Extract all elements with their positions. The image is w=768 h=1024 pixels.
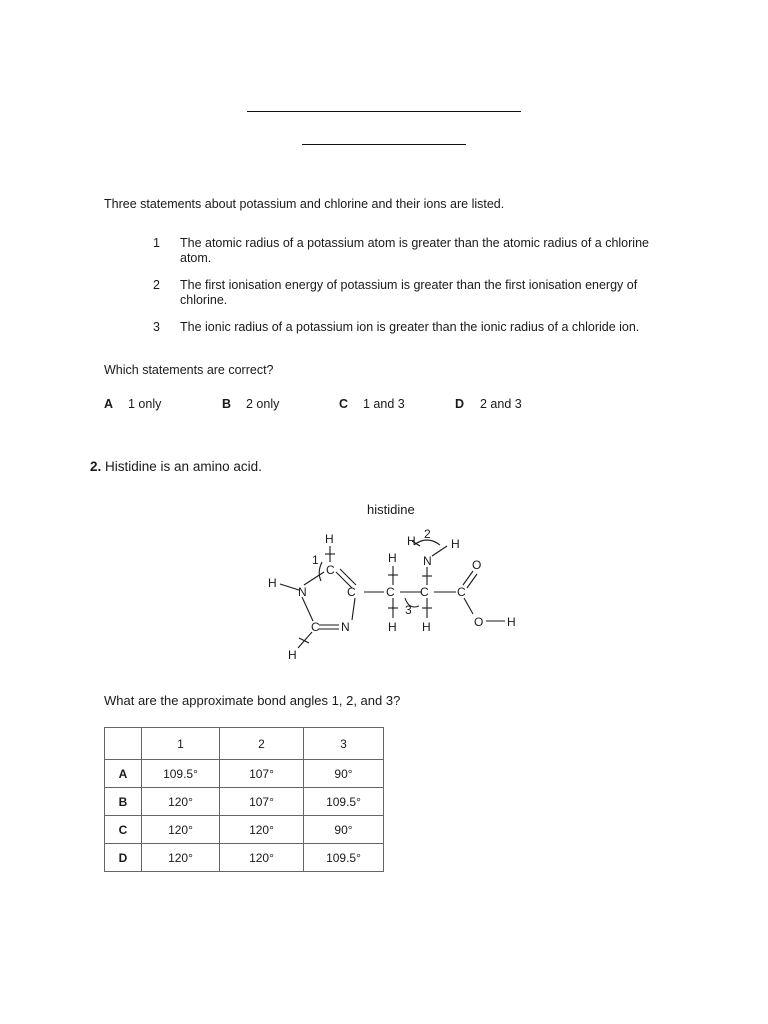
q2-number: 2. [90,459,102,474]
svg-text:H: H [268,576,277,590]
angle-cell: 120° [220,816,304,844]
angle-cell: 107° [220,760,304,788]
q2-prompt [90,459,262,474]
structure-title: histidine [367,502,415,517]
option-d-text: 2 and 3 [480,397,522,411]
row-letter: D [105,844,142,872]
svg-text:N: N [341,620,350,634]
statement-1-text: The atomic radius of a potassium atom is greater than the atomic radius of a chlorine atom. [180,236,649,265]
statement-1-number: 1 [153,236,160,250]
option-c-letter: C [339,397,349,411]
svg-text:C: C [457,585,466,599]
option-c-text: 1 and 3 [363,397,405,411]
row-letter: B [105,788,142,816]
option-b-text: 2 only [246,397,280,411]
angle-cell: 90° [304,816,384,844]
svg-text:C: C [347,585,356,599]
q1-intro: Three statements about potassium and chlorine and their ions are listed. [104,197,505,211]
angle-cell: 90° [304,760,384,788]
statement-2-text: The first ionisation energy of potassium is greater than the first ionisation energy of chlorine. [180,278,638,307]
histidine-structure [0,495,768,695]
angle-cell: 109.5° [304,788,384,816]
angle-cell: 109.5° [142,760,220,788]
statement-3-text: The ionic radius of a potassium ion is greater than the ionic radius of a chloride ion. [180,320,640,334]
svg-text:H: H [388,620,397,634]
table-header-row [105,728,384,760]
svg-text:H: H [388,551,397,565]
bond-angle-table [104,727,384,872]
table-row [105,788,384,816]
table-header-cell: 3 [304,728,384,760]
option-d-letter: D [455,397,465,411]
table-header-cell [105,728,142,760]
angle-cell: 109.5° [304,844,384,872]
q2-question: What are the approximate bond angles 1, 2, and 3? [104,693,401,708]
svg-text:H: H [407,534,416,548]
angle-cell: 107° [220,788,304,816]
row-letter: C [105,816,142,844]
table-row [105,816,384,844]
svg-text:N: N [423,554,432,568]
q1-question: Which statements are correct? [104,363,274,377]
q2-text: Histidine is an amino acid. [105,459,262,474]
svg-text:O: O [472,558,482,572]
option-a-text: 1 only [128,397,162,411]
svg-text:N: N [298,585,307,599]
svg-text:C: C [311,620,320,634]
angle-cell: 120° [142,844,220,872]
angle-cell: 120° [220,844,304,872]
angle-cell: 120° [142,788,220,816]
svg-text:C: C [420,585,429,599]
table-row [105,844,384,872]
svg-text:2: 2 [424,527,431,541]
svg-text:H: H [422,620,431,634]
svg-text:C: C [326,563,335,577]
statement-3-number: 3 [153,320,160,334]
svg-text:1: 1 [312,553,319,567]
table-header-cell: 2 [220,728,304,760]
svg-text:H: H [507,615,516,629]
option-a-letter: A [104,397,114,411]
svg-text:O: O [474,615,484,629]
svg-text:H: H [325,532,334,546]
statement-2-number: 2 [153,278,160,292]
option-b-letter: B [222,397,232,411]
svg-text:C: C [386,585,395,599]
svg-text:H: H [288,648,297,662]
title-line [247,111,521,112]
svg-text:H: H [451,537,460,551]
subtitle-line [302,144,466,145]
table-header-cell: 1 [142,728,220,760]
angle-cell: 120° [142,816,220,844]
table-row [105,760,384,788]
row-letter: A [105,760,142,788]
svg-text:3: 3 [405,603,412,617]
